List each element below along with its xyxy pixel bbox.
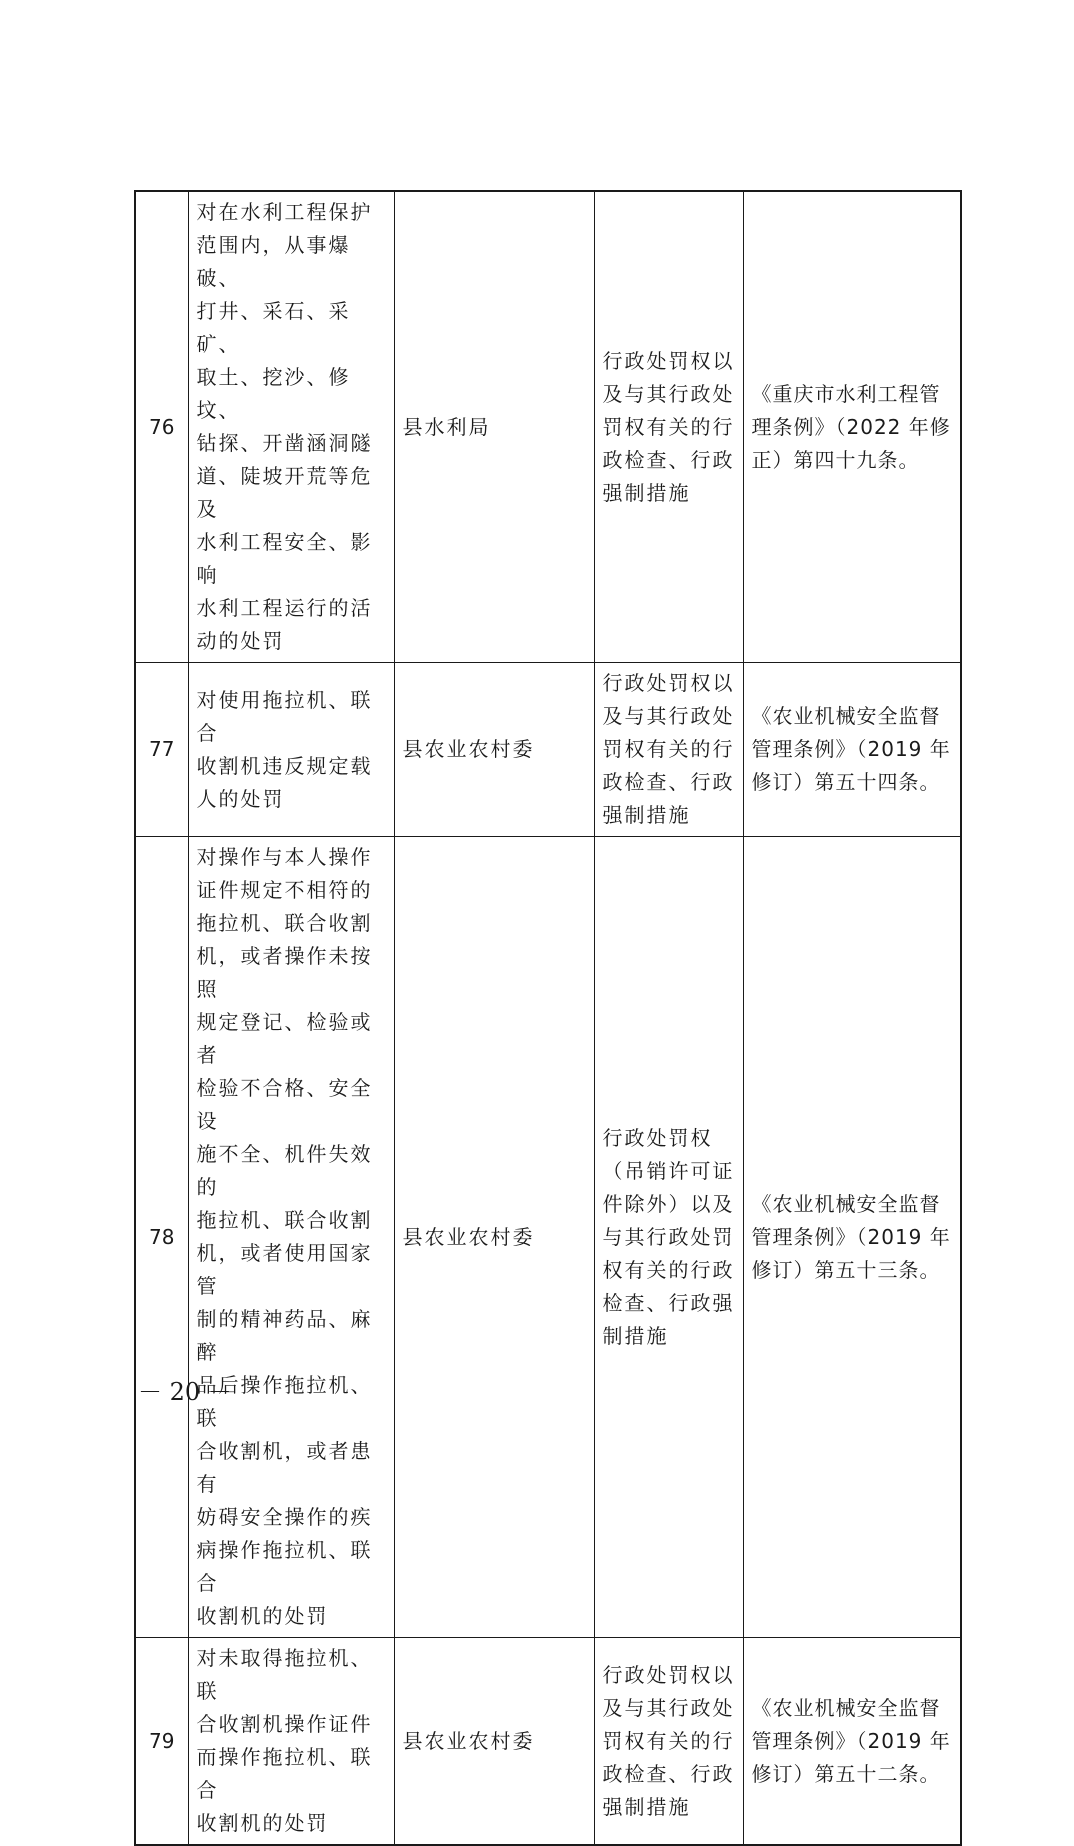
item-line: 证件规定不相符的: [196, 878, 373, 902]
penalty-item: [188, 1638, 394, 1846]
basis-line: 《农业机械安全监督: [751, 704, 941, 728]
type-line: 行政处罚权以: [602, 348, 735, 373]
type-line: 强制措施: [602, 480, 691, 505]
row-number: 78: [135, 837, 188, 1638]
type-line: 强制措施: [602, 1794, 691, 1819]
item-line: 对操作与本人操作: [196, 845, 373, 869]
type-line: 行政处罚权: [602, 1125, 713, 1150]
item-line: 收割机违反规定载: [196, 753, 373, 778]
item-line: 妨碍安全操作的疾: [196, 1505, 373, 1529]
penalty-authority-table: [134, 190, 962, 1846]
item-line: 对使用拖拉机、联合: [196, 687, 373, 745]
basis-line: 修订）第五十三条。: [751, 1257, 941, 1282]
table-row: [135, 1638, 961, 1846]
page-number: － 20 －: [138, 1378, 232, 1406]
basis-line: 管理条例》（2019 年: [751, 1224, 951, 1249]
type-line: 权有关的行政: [602, 1257, 735, 1282]
type-line: 政检查、行政: [602, 1761, 735, 1786]
item-line: 钻探、开凿涵洞隧: [196, 431, 373, 455]
type-line: 行政处罚权以: [602, 671, 735, 695]
item-line: 而操作拖拉机、联合: [196, 1745, 373, 1802]
department: 县农业农村委: [394, 663, 594, 837]
table-row: [135, 191, 961, 663]
penalty-item: [188, 663, 394, 837]
table-row: [135, 837, 961, 1638]
department: 县农业农村委: [394, 1638, 594, 1846]
penalty-item: [188, 837, 394, 1638]
item-line: 检验不合格、安全设: [196, 1076, 373, 1133]
type-line: 与其行政处罚: [602, 1224, 735, 1249]
item-line: 施不全、机件失效的: [196, 1142, 373, 1199]
item-line: 对未取得拖拉机、联: [196, 1646, 373, 1703]
item-line: 制的精神药品、麻醉: [196, 1307, 373, 1364]
item-line: 收割机的处罚: [196, 1811, 329, 1835]
basis-line: 《农业机械安全监督: [751, 1695, 941, 1720]
row-number: 79: [135, 1638, 188, 1846]
penalty-item: [188, 191, 394, 663]
item-line: 机，或者使用国家管: [196, 1241, 373, 1298]
item-line: 打井、采石、采矿、: [196, 299, 351, 356]
item-line: 收割机的处罚: [196, 1604, 329, 1628]
type-line: 罚权有关的行: [602, 737, 735, 761]
type-line: 政检查、行政: [602, 770, 735, 794]
item-line: 品后操作拖拉机、联: [196, 1373, 373, 1430]
basis-line: 《重庆市水利工程管: [751, 381, 941, 406]
type-line: 件除外）以及: [602, 1191, 735, 1216]
basis-line: 修订）第五十四条。: [751, 770, 941, 794]
type-line: 及与其行政处: [602, 1695, 735, 1720]
type-line: 政检查、行政: [602, 447, 735, 472]
type-line: （吊销许可证: [602, 1158, 735, 1183]
basis-line: 管理条例》（2019 年: [751, 737, 951, 761]
row-number: 77: [135, 663, 188, 837]
basis-line: 理条例》（2022 年修: [751, 414, 951, 439]
type-line: 制措施: [602, 1323, 669, 1348]
item-line: 对在水利工程保护: [196, 200, 373, 224]
authority-type: [594, 1638, 743, 1846]
basis-line: 《农业机械安全监督: [751, 1191, 941, 1216]
authority-type: [594, 191, 743, 663]
type-line: 强制措施: [602, 803, 691, 827]
item-line: 拖拉机、联合收割: [196, 911, 373, 935]
item-line: 道、陡坡开荒等危及: [196, 464, 373, 521]
item-line: 范围内，从事爆破、: [196, 233, 351, 290]
type-line: 行政处罚权以: [602, 1662, 735, 1687]
row-number: 76: [135, 191, 188, 663]
type-line: 及与其行政处: [602, 704, 735, 728]
type-line: 罚权有关的行: [602, 414, 735, 439]
item-line: 水利工程安全、影响: [196, 530, 373, 587]
basis-line: 修订）第五十二条。: [751, 1761, 941, 1786]
item-line: 取土、挖沙、修坟、: [196, 365, 351, 422]
item-line: 人的处罚: [196, 786, 285, 811]
item-line: 规定登记、检验或者: [196, 1010, 373, 1067]
legal-basis: [743, 663, 961, 837]
item-line: 动的处罚: [196, 629, 285, 653]
legal-basis: [743, 1638, 961, 1846]
department: 县农业农村委: [394, 837, 594, 1638]
type-line: 罚权有关的行: [602, 1728, 735, 1753]
item-line: 机，或者操作未按照: [196, 944, 373, 1001]
type-line: 检查、行政强: [602, 1290, 735, 1315]
legal-basis: [743, 191, 961, 663]
item-line: 病操作拖拉机、联合: [196, 1538, 373, 1595]
department: 县水利局: [394, 191, 594, 663]
item-line: 合收割机操作证件: [196, 1712, 373, 1736]
legal-basis: [743, 837, 961, 1638]
basis-line: 管理条例》（2019 年: [751, 1728, 951, 1753]
item-line: 水利工程运行的活: [196, 596, 373, 620]
item-line: 合收割机，或者患有: [196, 1439, 373, 1496]
type-line: 及与其行政处: [602, 381, 735, 406]
table-row: [135, 663, 961, 837]
authority-type: [594, 663, 743, 837]
basis-line: 正）第四十九条。: [751, 447, 920, 472]
item-line: 拖拉机、联合收割: [196, 1208, 373, 1232]
authority-type: [594, 837, 743, 1638]
